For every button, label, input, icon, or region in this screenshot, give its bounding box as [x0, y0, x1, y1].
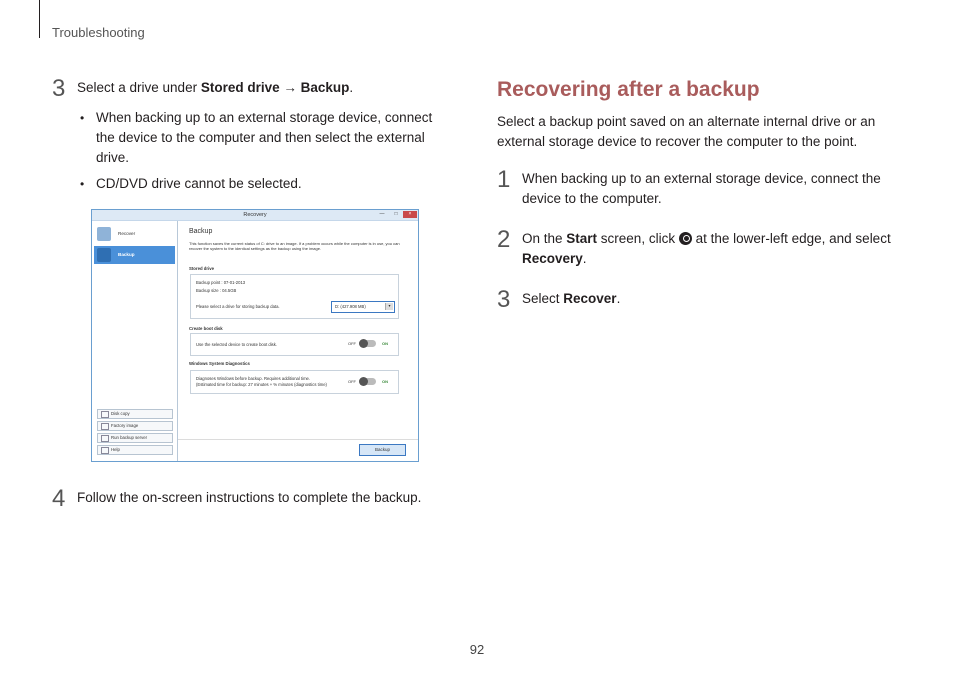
sidebar-label: Backup	[118, 252, 135, 257]
sidebar-item-backup	[94, 246, 175, 264]
backup-icon	[97, 248, 111, 262]
step-number: 4	[52, 485, 66, 512]
run-backup-server-button	[97, 433, 173, 443]
step-text-part: screen, click	[597, 231, 679, 246]
diagnostics-line: (Estimated time for backup: 27 minutes + % minutes (diagnostics time)	[196, 382, 327, 387]
step-text: Follow the on-screen instructions to complete the backup.	[77, 490, 422, 505]
drive-select	[331, 301, 395, 313]
main-description: This function saves the current status of C: drive to an image. If a problem occurs while the computer is in use, you can recover the system to the identical settings as the backup using the image.	[189, 241, 400, 251]
button-label: Run backup server	[111, 435, 148, 440]
help-button	[97, 445, 173, 455]
ui-term: Start	[566, 231, 598, 246]
window-sidebar	[92, 221, 178, 461]
minimize-icon: —	[379, 211, 385, 217]
toggle-knob	[359, 377, 368, 386]
stored-drive-label: Stored drive	[189, 266, 215, 271]
step-text	[522, 229, 907, 269]
bullet-item	[80, 108, 446, 168]
step-text	[77, 78, 447, 98]
boot-disk-label: Create boot disk	[189, 326, 223, 331]
button-label: Factory image	[111, 423, 139, 428]
step-text-part: On the	[522, 231, 567, 246]
ui-term: Recover	[563, 291, 617, 306]
diagnostics-label: Windows System Diagnostics	[189, 361, 250, 366]
factory-image-button	[97, 421, 173, 431]
recover-icon	[97, 227, 111, 241]
backup-point: Backup point : 07-01-2013	[196, 280, 246, 285]
boot-disk-toggle	[348, 339, 398, 348]
sidebar-item-recover	[94, 225, 175, 243]
toggle-knob	[359, 339, 368, 348]
diagnostics-line: Diagnoses Windows before backup. Requires additional time.	[196, 376, 311, 381]
step-text-part: Select a drive under	[77, 80, 201, 95]
step-number: 1	[497, 166, 511, 193]
punct: .	[582, 251, 587, 266]
bullet-dot: •	[80, 111, 85, 125]
bullet-item	[80, 174, 446, 194]
help-icon	[101, 447, 109, 454]
stored-drive-box	[190, 274, 399, 319]
ui-term: Backup	[300, 80, 350, 95]
intro-paragraph: Select a backup point saved on an alternate internal drive or an external storage device to recover the computer to the point.	[497, 114, 876, 149]
button-label: Help	[111, 447, 120, 452]
ui-term: Recovery	[522, 251, 583, 266]
disk-copy-icon	[101, 411, 109, 418]
backup-size: Backup size : 04.5GB	[196, 288, 237, 293]
selected-drive: D: (427.908 MB)	[335, 304, 366, 309]
window-titlebar	[92, 210, 418, 221]
server-icon	[101, 435, 109, 442]
diagnostics-box	[190, 370, 399, 394]
bullet-text: CD/DVD drive cannot be selected.	[96, 176, 302, 191]
step-text	[522, 289, 902, 309]
step-number: 3	[497, 286, 511, 313]
punct: .	[349, 80, 354, 95]
main-title: Backup	[189, 228, 213, 235]
boot-disk-text: Use the selected device to create boot disk.	[196, 342, 278, 347]
diagnostics-toggle	[348, 377, 398, 386]
backup-button: Backup	[359, 444, 406, 456]
boot-disk-box	[190, 333, 399, 356]
select-prompt: Please select a drive for storing backup data.	[196, 304, 280, 309]
step-text-part: Select	[522, 291, 564, 306]
page-number: 92	[469, 642, 485, 657]
maximize-icon: □	[394, 211, 398, 217]
sidebar-label: Recover	[118, 231, 136, 236]
running-header: Troubleshooting	[52, 25, 145, 40]
toggle-off-label: OFF	[348, 341, 356, 346]
button-label: Disk copy	[111, 411, 130, 416]
section-heading: Recovering after a backup	[497, 78, 760, 101]
step-text: When backing up to an external storage device, connect the device to the computer.	[522, 171, 881, 206]
disk-copy-button	[97, 409, 173, 419]
factory-image-icon	[101, 423, 109, 430]
toggle-on-label: ON	[382, 341, 388, 346]
header-rule	[39, 0, 40, 38]
start-button-icon	[679, 232, 692, 245]
toggle-off-label: OFF	[348, 379, 356, 384]
arrow: →	[279, 80, 301, 95]
bullet-text: When backing up to an external storage device, connect the device to the computer and then select the external drive.	[96, 110, 433, 165]
recovery-window-screenshot	[91, 209, 419, 462]
step-number: 3	[52, 75, 66, 102]
window-title: Recovery	[243, 212, 267, 218]
chevron-down-icon: ▾	[385, 303, 393, 310]
ui-term: Stored drive	[200, 80, 280, 95]
footer-divider	[178, 439, 418, 440]
bullet-dot: •	[80, 177, 85, 191]
step-number: 2	[497, 226, 511, 253]
step-text-part: at the lower-left edge, and select	[691, 231, 891, 246]
toggle-on-label: ON	[382, 379, 388, 384]
close-icon: ×	[403, 211, 417, 218]
punct: .	[616, 291, 621, 306]
